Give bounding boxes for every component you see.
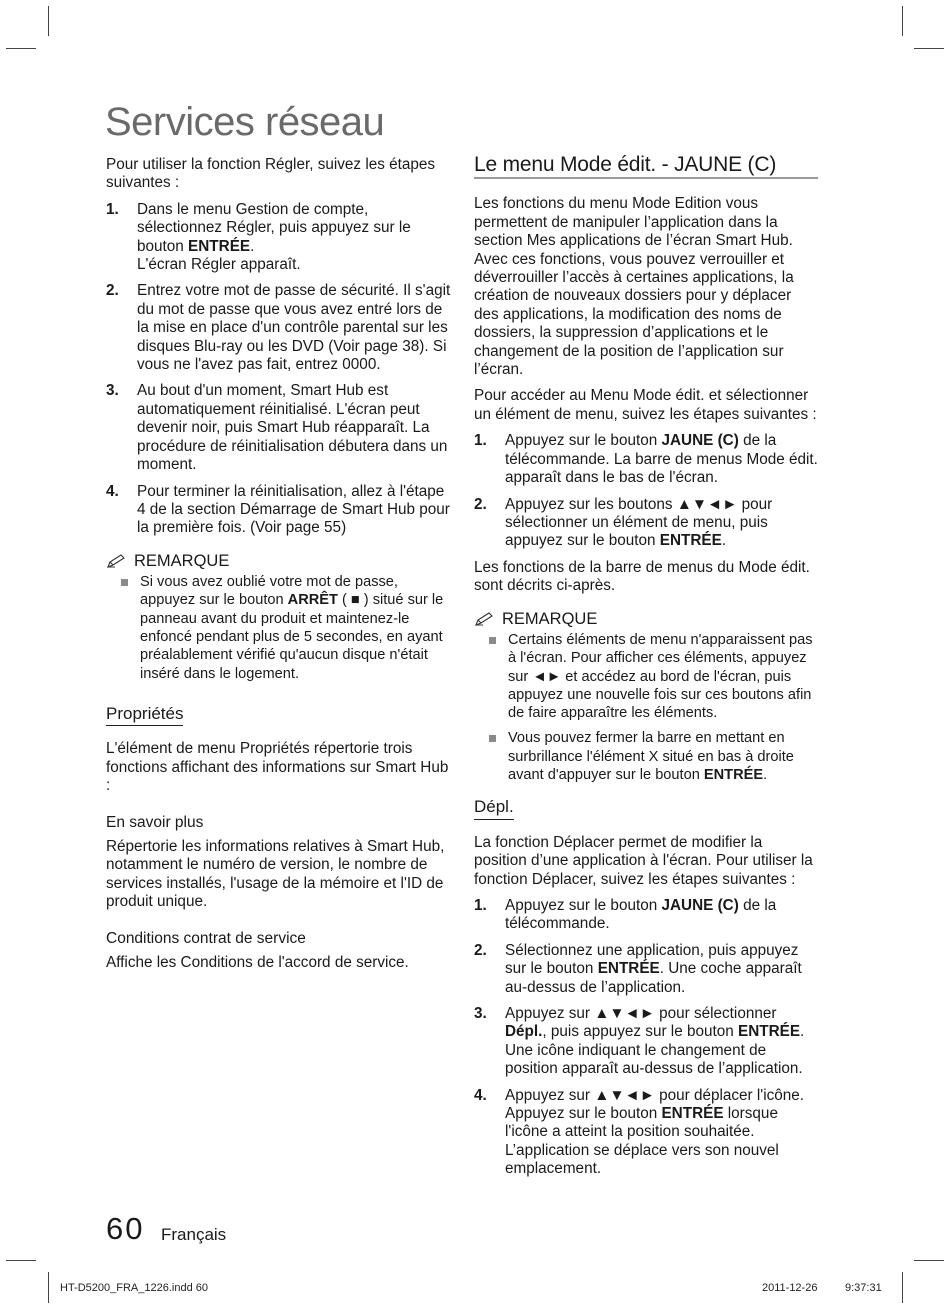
note-text: Vous pouvez fermer la barre en mettant en surbrillance l'élément X situé en bas à droite avant d'appuyer sur le bouton bbox=[508, 730, 794, 784]
learn-more-heading: En savoir plus bbox=[106, 813, 204, 831]
button-name: ENTRÉE bbox=[597, 960, 660, 978]
edit-mode-functions: Les fonctions de la barre de menus du Mode édit. sont décrits ci-après. bbox=[474, 558, 810, 595]
step-number: 2. bbox=[106, 282, 119, 300]
step-text: Au bout d'un moment, Smart Hub est automatiquement réinitialisé. L'écran peut devenir noir, puis Smart Hub réapparaît. La procédure de réinitialisation débutera dans un moment. bbox=[137, 382, 448, 474]
list-item bbox=[106, 573, 452, 683]
step-text: de la télécommande. La barre de menus Mode édit. apparaît dans le bas de l'écran. bbox=[505, 432, 818, 487]
move-heading: Dépl. bbox=[474, 798, 514, 819]
remark-notes bbox=[106, 573, 452, 683]
step-text: . Une icône indiquant le changement de position apparaît au-dessus de l’application. bbox=[505, 1023, 805, 1078]
edit-mode-steps bbox=[474, 432, 818, 550]
step-text: L'écran Régler apparaît. bbox=[137, 256, 301, 274]
crop-mark bbox=[902, 1272, 903, 1303]
step-text: Appuyez sur le bouton bbox=[505, 432, 662, 450]
properties-heading: Propriétés bbox=[106, 705, 183, 726]
step-text: . Une coche apparaît au-dessus de l’application. bbox=[505, 960, 802, 996]
bullet-square-icon bbox=[121, 579, 128, 586]
list-item bbox=[474, 897, 818, 934]
properties-text: L'élément de menu Propriétés répertorie trois fonctions affichant des informations sur Smart Hub : bbox=[106, 740, 449, 795]
list-item bbox=[106, 201, 452, 275]
note-text: ( ■ ) situé sur le panneau avant du produit et maintenez-le enfoncé pendant plus de 5 secondes, en ayant préalablement vérifié qu'aucun disque n'était inséré dans le logement. bbox=[140, 592, 444, 682]
right-column bbox=[474, 153, 818, 1187]
step-number: 1. bbox=[106, 200, 119, 218]
list-item bbox=[474, 1005, 818, 1079]
page-title: Services réseau bbox=[105, 100, 385, 144]
step-text: Appuyez sur les boutons ▲▼◄► pour sélectionner un élément de menu, puis appuyez sur le bouton bbox=[505, 495, 773, 550]
step-text: lorsque l'icône a atteint la position souhaitée. L’application se déplace vers son nouvel emplacement. bbox=[505, 1105, 779, 1178]
step-text: . bbox=[721, 532, 727, 550]
step-text: , puis appuyez sur le bouton bbox=[542, 1023, 738, 1041]
step-text: Appuyez sur ▲▼◄► pour déplacer l'icône. Appuyez sur le bouton bbox=[505, 1086, 805, 1122]
button-name: JAUNE (C) bbox=[661, 432, 739, 450]
step-number: 1. bbox=[474, 432, 487, 450]
move-text: La fonction Déplacer permet de modifier la position d’une application à l'écran. Pour utiliser la fonction Déplacer, suivez les étapes suivantes : bbox=[474, 833, 813, 888]
list-item bbox=[106, 382, 452, 474]
list-item bbox=[106, 282, 452, 374]
crop-mark bbox=[914, 48, 944, 49]
reset-steps bbox=[106, 201, 452, 538]
crop-mark bbox=[6, 1260, 36, 1261]
list-item bbox=[106, 483, 452, 538]
crop-mark bbox=[48, 6, 49, 36]
edit-mode-intro: Les fonctions du menu Mode Edition vous permettent de manipuler l’application dans la section Mes applications de l’écran Smart Hub. Avec ces fonctions, vous pouvez verrouiller et déverrouiller l’accès à certaines applications, la création de nouveaux dossiers pour y déplacer des applications, la modification des noms de dossiers, la suppression d’applications et le changement de la position de l’application sur l’écran. bbox=[474, 195, 794, 379]
print-time: 9:37:31 bbox=[845, 1282, 882, 1294]
list-item bbox=[474, 496, 818, 551]
edit-mode-heading: Le menu Mode édit. - JAUNE (C) bbox=[474, 156, 818, 179]
step-number: 2. bbox=[474, 941, 487, 959]
note-text: Si vous avez oublié votre mot de passe, appuyez sur le bouton bbox=[140, 574, 398, 609]
step-number: 4. bbox=[474, 1086, 487, 1104]
list-item bbox=[474, 729, 818, 784]
page-language: Français bbox=[161, 1225, 227, 1244]
remark-heading bbox=[474, 610, 818, 628]
step-number: 4. bbox=[106, 482, 119, 500]
step-text: de la télécommande. bbox=[505, 896, 777, 933]
note-text: . bbox=[763, 767, 768, 784]
step-text: Appuyez sur ▲▼◄► pour sélectionner bbox=[505, 1004, 777, 1022]
list-item bbox=[474, 1087, 818, 1179]
terms-text: Affiche les Conditions de l'accord de service. bbox=[106, 953, 409, 971]
crop-mark bbox=[6, 48, 36, 49]
button-name: ENTRÉE bbox=[659, 532, 722, 550]
button-name: ENTRÉE bbox=[703, 767, 764, 784]
list-item bbox=[474, 942, 818, 997]
pencil-note-icon bbox=[474, 611, 500, 627]
step-text: Appuyez sur le bouton bbox=[505, 896, 662, 914]
button-name: ARRÊT bbox=[287, 592, 338, 609]
step-text: Dans le menu Gestion de compte, sélectionnez Régler, puis appuyez sur le bouton bbox=[137, 200, 411, 255]
button-name: ENTRÉE bbox=[738, 1023, 801, 1041]
bullet-square-icon bbox=[489, 637, 496, 644]
list-item bbox=[474, 432, 818, 487]
step-number: 1. bbox=[474, 896, 487, 914]
step-text: Pour terminer la réinitialisation, allez à l'étape 4 de la section Démarrage de Smart Hub pour la première fois. (Voir page 55) bbox=[137, 482, 450, 537]
step-text: . bbox=[250, 237, 255, 255]
learn-more-text: Répertorie les informations relatives à Smart Hub, notamment le numéro de version, le nombre de services installés, l'usage de la mémoire et l'ID de produit unique. bbox=[106, 837, 445, 911]
step-number: 3. bbox=[106, 382, 119, 400]
page-number: 60 bbox=[106, 1211, 145, 1246]
list-item bbox=[474, 631, 818, 722]
remark-title: REMARQUE bbox=[134, 551, 230, 570]
step-number: 2. bbox=[474, 495, 487, 513]
move-steps bbox=[474, 897, 818, 1179]
button-name: JAUNE (C) bbox=[661, 896, 739, 914]
crop-mark bbox=[914, 1260, 944, 1261]
left-column bbox=[106, 156, 452, 980]
note-text: Certains éléments de menu n'apparaissent pas à l'écran. Pour afficher ces éléments, appuyez sur ◄► et accédez au bord de l'écran, puis appuyez une nouvelle fois sur ces boutons afin de faire apparaître les éléments. bbox=[508, 631, 813, 722]
remark-notes bbox=[474, 631, 818, 784]
button-name: ENTRÉE bbox=[661, 1105, 724, 1122]
remark-title: REMARQUE bbox=[502, 609, 598, 628]
menu-item-name: Dépl. bbox=[505, 1023, 543, 1041]
edit-mode-access: Pour accéder au Menu Mode édit. et sélectionner un élément de menu, suivez les étapes suivantes : bbox=[474, 387, 817, 423]
crop-mark bbox=[902, 6, 903, 36]
print-date: 2011-12-26 bbox=[762, 1282, 818, 1294]
button-name: ENTRÉE bbox=[188, 237, 251, 255]
step-text: Entrez votre mot de passe de sécurité. Il s'agit du mot de passe que vous avez entré lors de la mise en place d'un contrôle parental sur les disques Blu-ray ou les DVD (Voir page 38). Si vous ne l'avez pas fait, entrez 0000. bbox=[137, 282, 451, 374]
terms-heading: Conditions contrat de service bbox=[106, 929, 306, 947]
bullet-square-icon bbox=[489, 735, 496, 742]
crop-mark bbox=[48, 1272, 49, 1303]
pencil-note-icon bbox=[106, 553, 132, 569]
step-number: 3. bbox=[474, 1004, 487, 1022]
remark-heading bbox=[106, 552, 452, 570]
step-text: Sélectionnez une application, puis appuyez sur le bouton bbox=[505, 941, 799, 978]
intro-text: Pour utiliser la fonction Régler, suivez les étapes suivantes : bbox=[106, 156, 436, 192]
print-file-info: HT-D5200_FRA_1226.indd 60 bbox=[60, 1282, 208, 1294]
